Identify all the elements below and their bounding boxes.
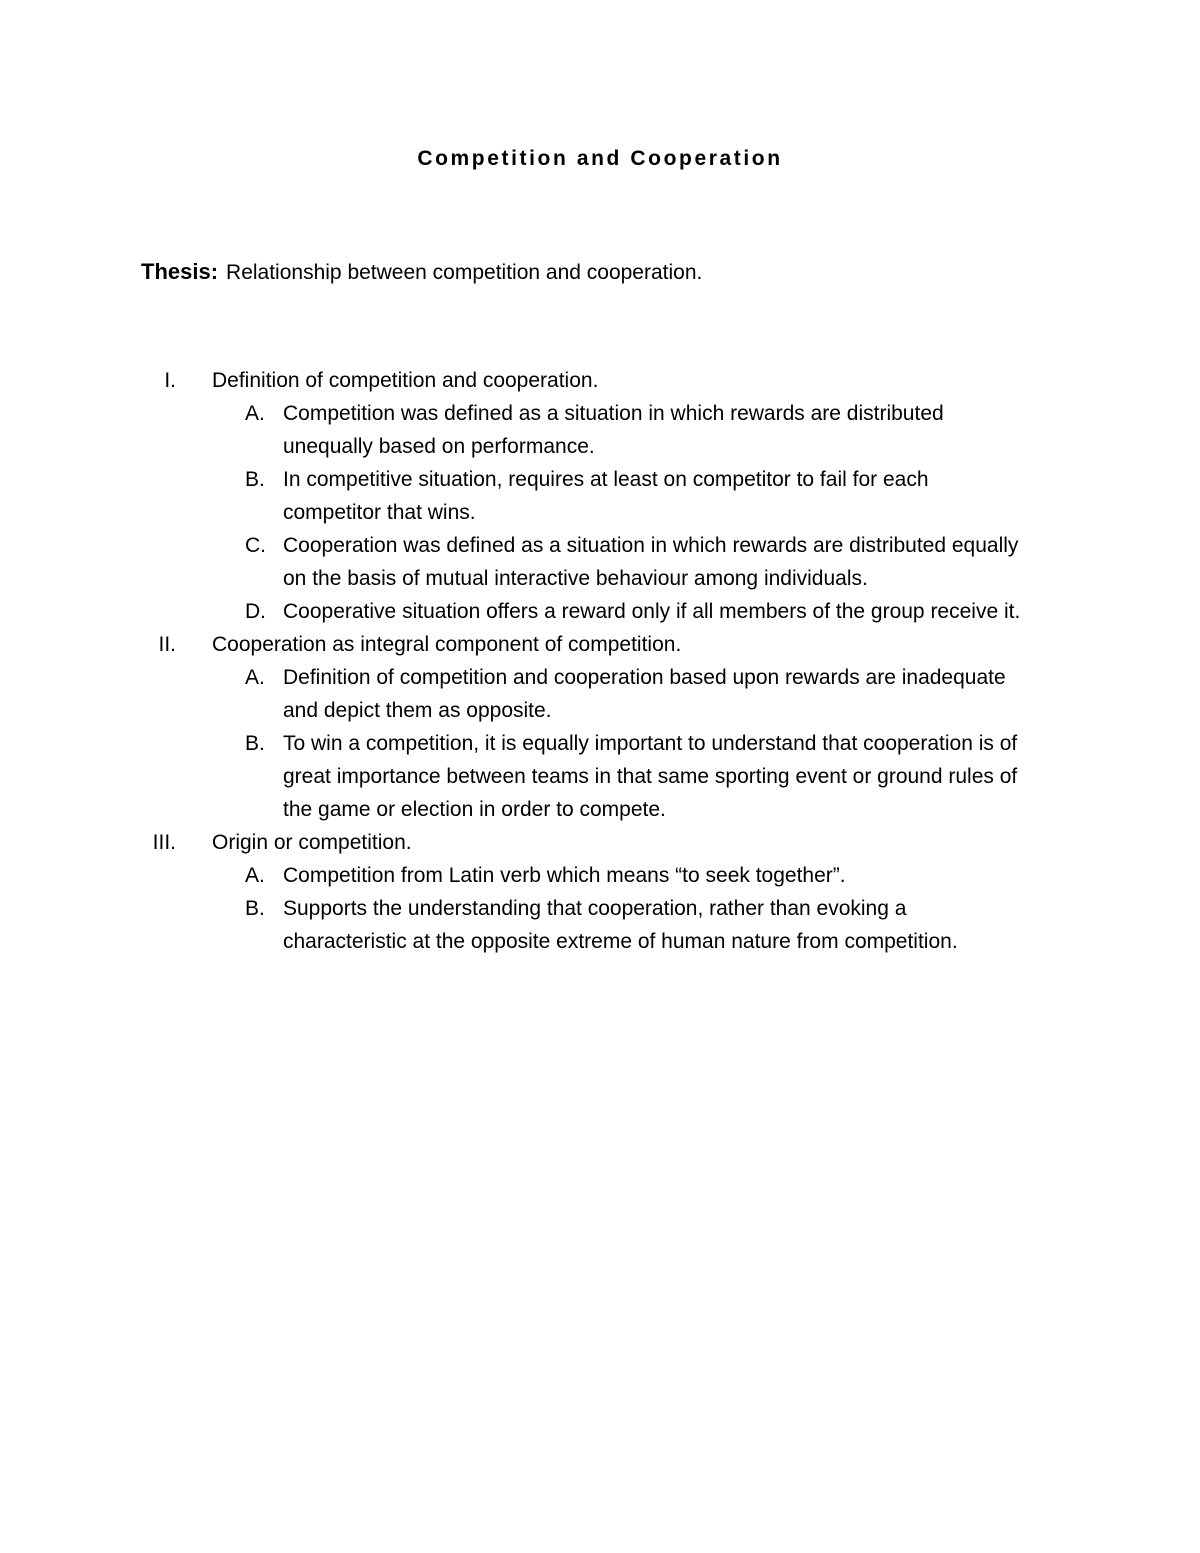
outline-section — [0, 826, 1200, 958]
item-letter: B. — [245, 897, 265, 920]
thesis-line — [141, 258, 702, 287]
item-line: In competitive situation, requires at least on competitor to fail for each — [283, 468, 929, 491]
item-letter: A. — [245, 864, 265, 887]
item-letter: B. — [245, 468, 265, 491]
section-numeral: I. — [164, 369, 176, 392]
outline-item — [0, 892, 1073, 958]
item-line: competitor that wins. — [283, 501, 476, 524]
item-letter: D. — [245, 600, 266, 623]
item-letter: A. — [245, 666, 265, 689]
outline-item — [0, 397, 1073, 463]
item-line: Supports the understanding that cooperation, rather than evoking a — [283, 897, 907, 920]
outline-section — [0, 364, 1200, 628]
item-line: great importance between teams in that same sporting event or ground rules of — [283, 765, 1018, 788]
thesis-text: Relationship between competition and cooperation. — [226, 261, 703, 284]
section-heading: Cooperation as integral component of competition. — [212, 633, 682, 656]
section-numeral: II. — [158, 633, 176, 656]
outline-item — [0, 661, 1073, 727]
item-letter: C. — [245, 534, 266, 557]
item-line: and depict them as opposite. — [283, 699, 552, 722]
outline-item — [0, 529, 1073, 595]
outline — [0, 364, 1200, 958]
item-line: the game or election in order to compete. — [283, 798, 666, 821]
item-line: Competition from Latin verb which means “to seek together”. — [283, 864, 846, 887]
document-title: Competition and Cooperation — [417, 147, 783, 170]
item-line: To win a competition, it is equally important to understand that cooperation is of — [283, 732, 1018, 755]
item-line: Cooperative situation offers a reward only if all members of the group receive it. — [283, 600, 1021, 623]
outline-section — [0, 628, 1200, 826]
item-line: Definition of competition and cooperation based upon rewards are inadequate — [283, 666, 1006, 689]
outline-item — [0, 727, 1073, 826]
outline-item — [0, 859, 1073, 892]
item-line: unequally based on performance. — [283, 435, 595, 458]
item-line: on the basis of mutual interactive behaviour among individuals. — [283, 567, 868, 590]
thesis-label: Thesis: — [141, 259, 219, 284]
item-letter: B. — [245, 732, 265, 755]
outline-item — [0, 595, 1073, 628]
outline-item — [0, 463, 1073, 529]
section-heading: Origin or competition. — [212, 831, 412, 854]
section-heading: Definition of competition and cooperation. — [212, 369, 599, 392]
item-line: characteristic at the opposite extreme of human nature from competition. — [283, 930, 958, 953]
item-line: Competition was defined as a situation in which rewards are distributed — [283, 402, 944, 425]
section-numeral: III. — [152, 831, 176, 854]
item-line: Cooperation was defined as a situation in which rewards are distributed equally — [283, 534, 1019, 557]
item-letter: A. — [245, 402, 265, 425]
